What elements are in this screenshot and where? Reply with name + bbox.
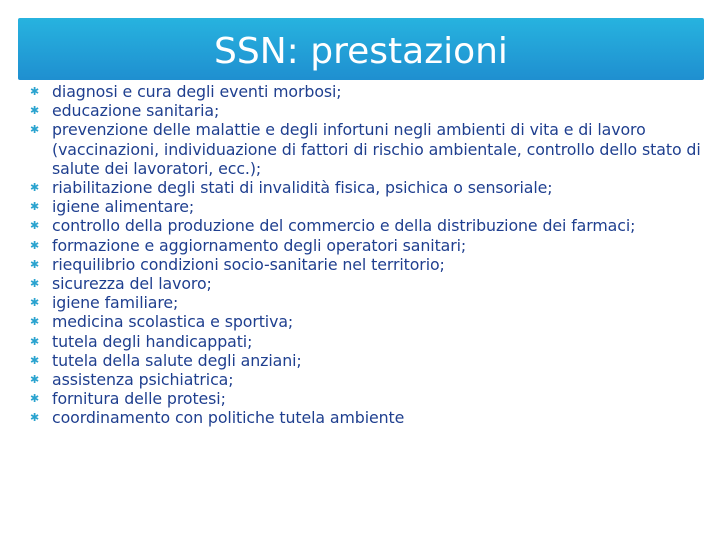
asterisk-bullet-icon: ✱	[30, 315, 40, 329]
list-item-text: diagnosi e cura degli eventi morbosi;	[52, 82, 342, 101]
list-item-text: educazione sanitaria;	[52, 101, 220, 121]
slide-title: SSN: prestazioni	[214, 31, 508, 72]
list-item	[30, 370, 714, 389]
list-item-text: coordinamento con politiche tutela ambiente	[52, 408, 405, 428]
list-item-text: assistenza psichiatrica;	[52, 370, 234, 390]
asterisk-bullet-icon: ✱	[30, 104, 40, 118]
list-item	[30, 236, 714, 255]
asterisk-bullet-icon: ✱	[30, 123, 40, 137]
list-item-text: sicurezza del lavoro;	[52, 274, 212, 294]
list-item	[30, 178, 714, 197]
asterisk-bullet-icon: ✱	[30, 296, 40, 310]
list-item-text: igiene alimentare;	[52, 197, 195, 217]
list-item-text: controllo della produzione del commercio e della distribuzione dei farmaci;	[52, 216, 636, 236]
list-item	[30, 389, 714, 408]
list-item	[30, 312, 714, 331]
list-item	[30, 120, 714, 178]
list-item-text: tutela degli handicappati;	[52, 331, 253, 351]
asterisk-bullet-icon: ✱	[30, 334, 40, 348]
asterisk-bullet-icon: ✱	[30, 219, 40, 233]
list-item-text: riabilitazione degli stati di invalidità fisica, psichica o sensoriale;	[52, 178, 553, 198]
asterisk-bullet-icon: ✱	[30, 411, 40, 425]
list-item	[30, 274, 714, 293]
asterisk-bullet-icon: ✱	[30, 200, 40, 214]
list-item-text: formazione e aggiornamento degli operatori sanitari;	[52, 235, 467, 255]
list-item	[30, 332, 714, 351]
list-item-text: prevenzione delle malattie e degli infortuni negli ambienti di vita e di lavoro (vaccinazioni, individuazione di fattori di rischio ambientale, controllo dello stato di salute dei lavoratori, ecc.);	[52, 120, 701, 178]
list-item	[30, 351, 714, 370]
list-item	[30, 82, 714, 101]
list-item	[30, 197, 714, 216]
asterisk-bullet-icon: ✱	[30, 353, 40, 367]
asterisk-bullet-icon: ✱	[30, 277, 40, 291]
list-item-text: igiene familiare;	[52, 293, 179, 313]
list-item-text: fornitura delle protesi;	[52, 389, 226, 409]
list-item-text: medicina scolastica e sportiva;	[52, 312, 294, 332]
asterisk-bullet-icon: ✱	[30, 85, 40, 98]
list-item-text: riequilibrio condizioni socio-sanitarie nel territorio;	[52, 254, 445, 274]
asterisk-bullet-icon: ✱	[30, 257, 40, 271]
asterisk-bullet-icon: ✱	[30, 392, 40, 406]
bullet-list	[30, 82, 714, 428]
list-item	[30, 101, 714, 120]
asterisk-bullet-icon: ✱	[30, 238, 40, 252]
list-item-text: tutela della salute degli anziani;	[52, 350, 302, 370]
list-item	[30, 408, 714, 427]
list-item	[30, 255, 714, 274]
asterisk-bullet-icon: ✱	[30, 373, 40, 387]
list-item	[30, 293, 714, 312]
asterisk-bullet-icon: ✱	[30, 181, 40, 195]
list-item	[30, 216, 714, 235]
